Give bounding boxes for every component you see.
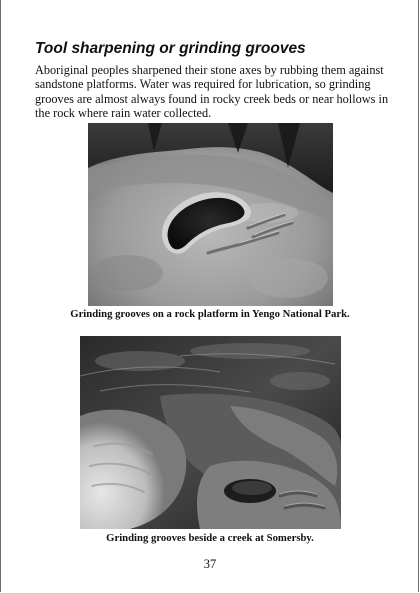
rock-platform-photo	[88, 123, 333, 306]
body-paragraph: Aboriginal peoples sharpened their stone axes by rubbing them against sandstone platforms. Water was required for lubrication, so grinding grooves are almost always found in rocky creek beds or near hollows in the rock where rain water collected.	[35, 63, 389, 120]
figure-caption-2: Grinding grooves beside a creek at Somersby.	[106, 532, 314, 544]
creek-grooves-photo	[80, 336, 341, 529]
page-number: 37	[203, 557, 217, 571]
figure-caption-1: Grinding grooves on a rock platform in Yengo National Park.	[70, 308, 350, 320]
section-heading: Tool sharpening or grinding grooves	[35, 40, 306, 57]
